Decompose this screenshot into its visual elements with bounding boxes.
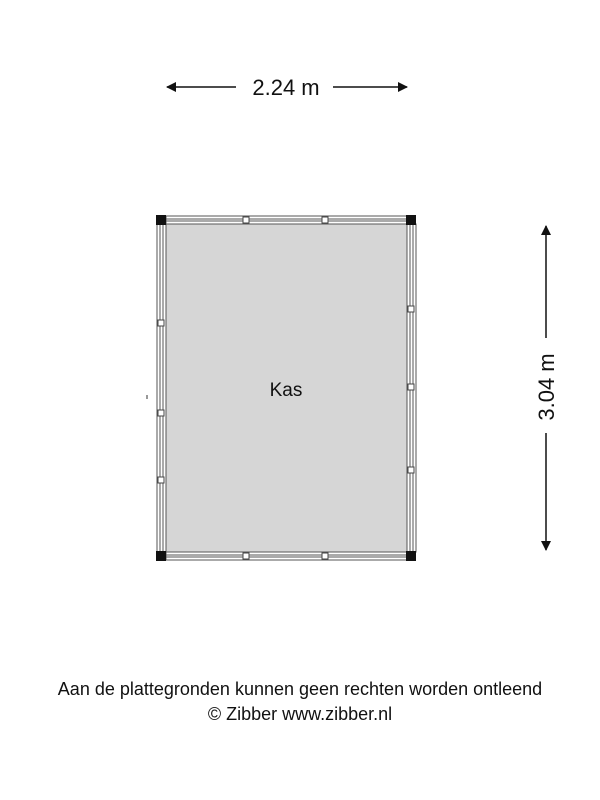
height-dimension-line [534,226,559,550]
disclaimer-text: Aan de plattegronden kunnen geen rechten worden ontleend [57,679,543,699]
top-wall [166,216,407,224]
room-label: Kas [269,380,303,401]
height-dimension-label: 3.04 m [534,353,559,421]
bottom-wall [166,552,407,560]
room-kas [147,215,416,561]
width-dimension-line [167,75,407,100]
left-wall [157,224,166,552]
copyright-text: © Zibber www.zibber.nl [207,704,393,724]
width-dimension-label: 2.24 m [252,75,320,100]
